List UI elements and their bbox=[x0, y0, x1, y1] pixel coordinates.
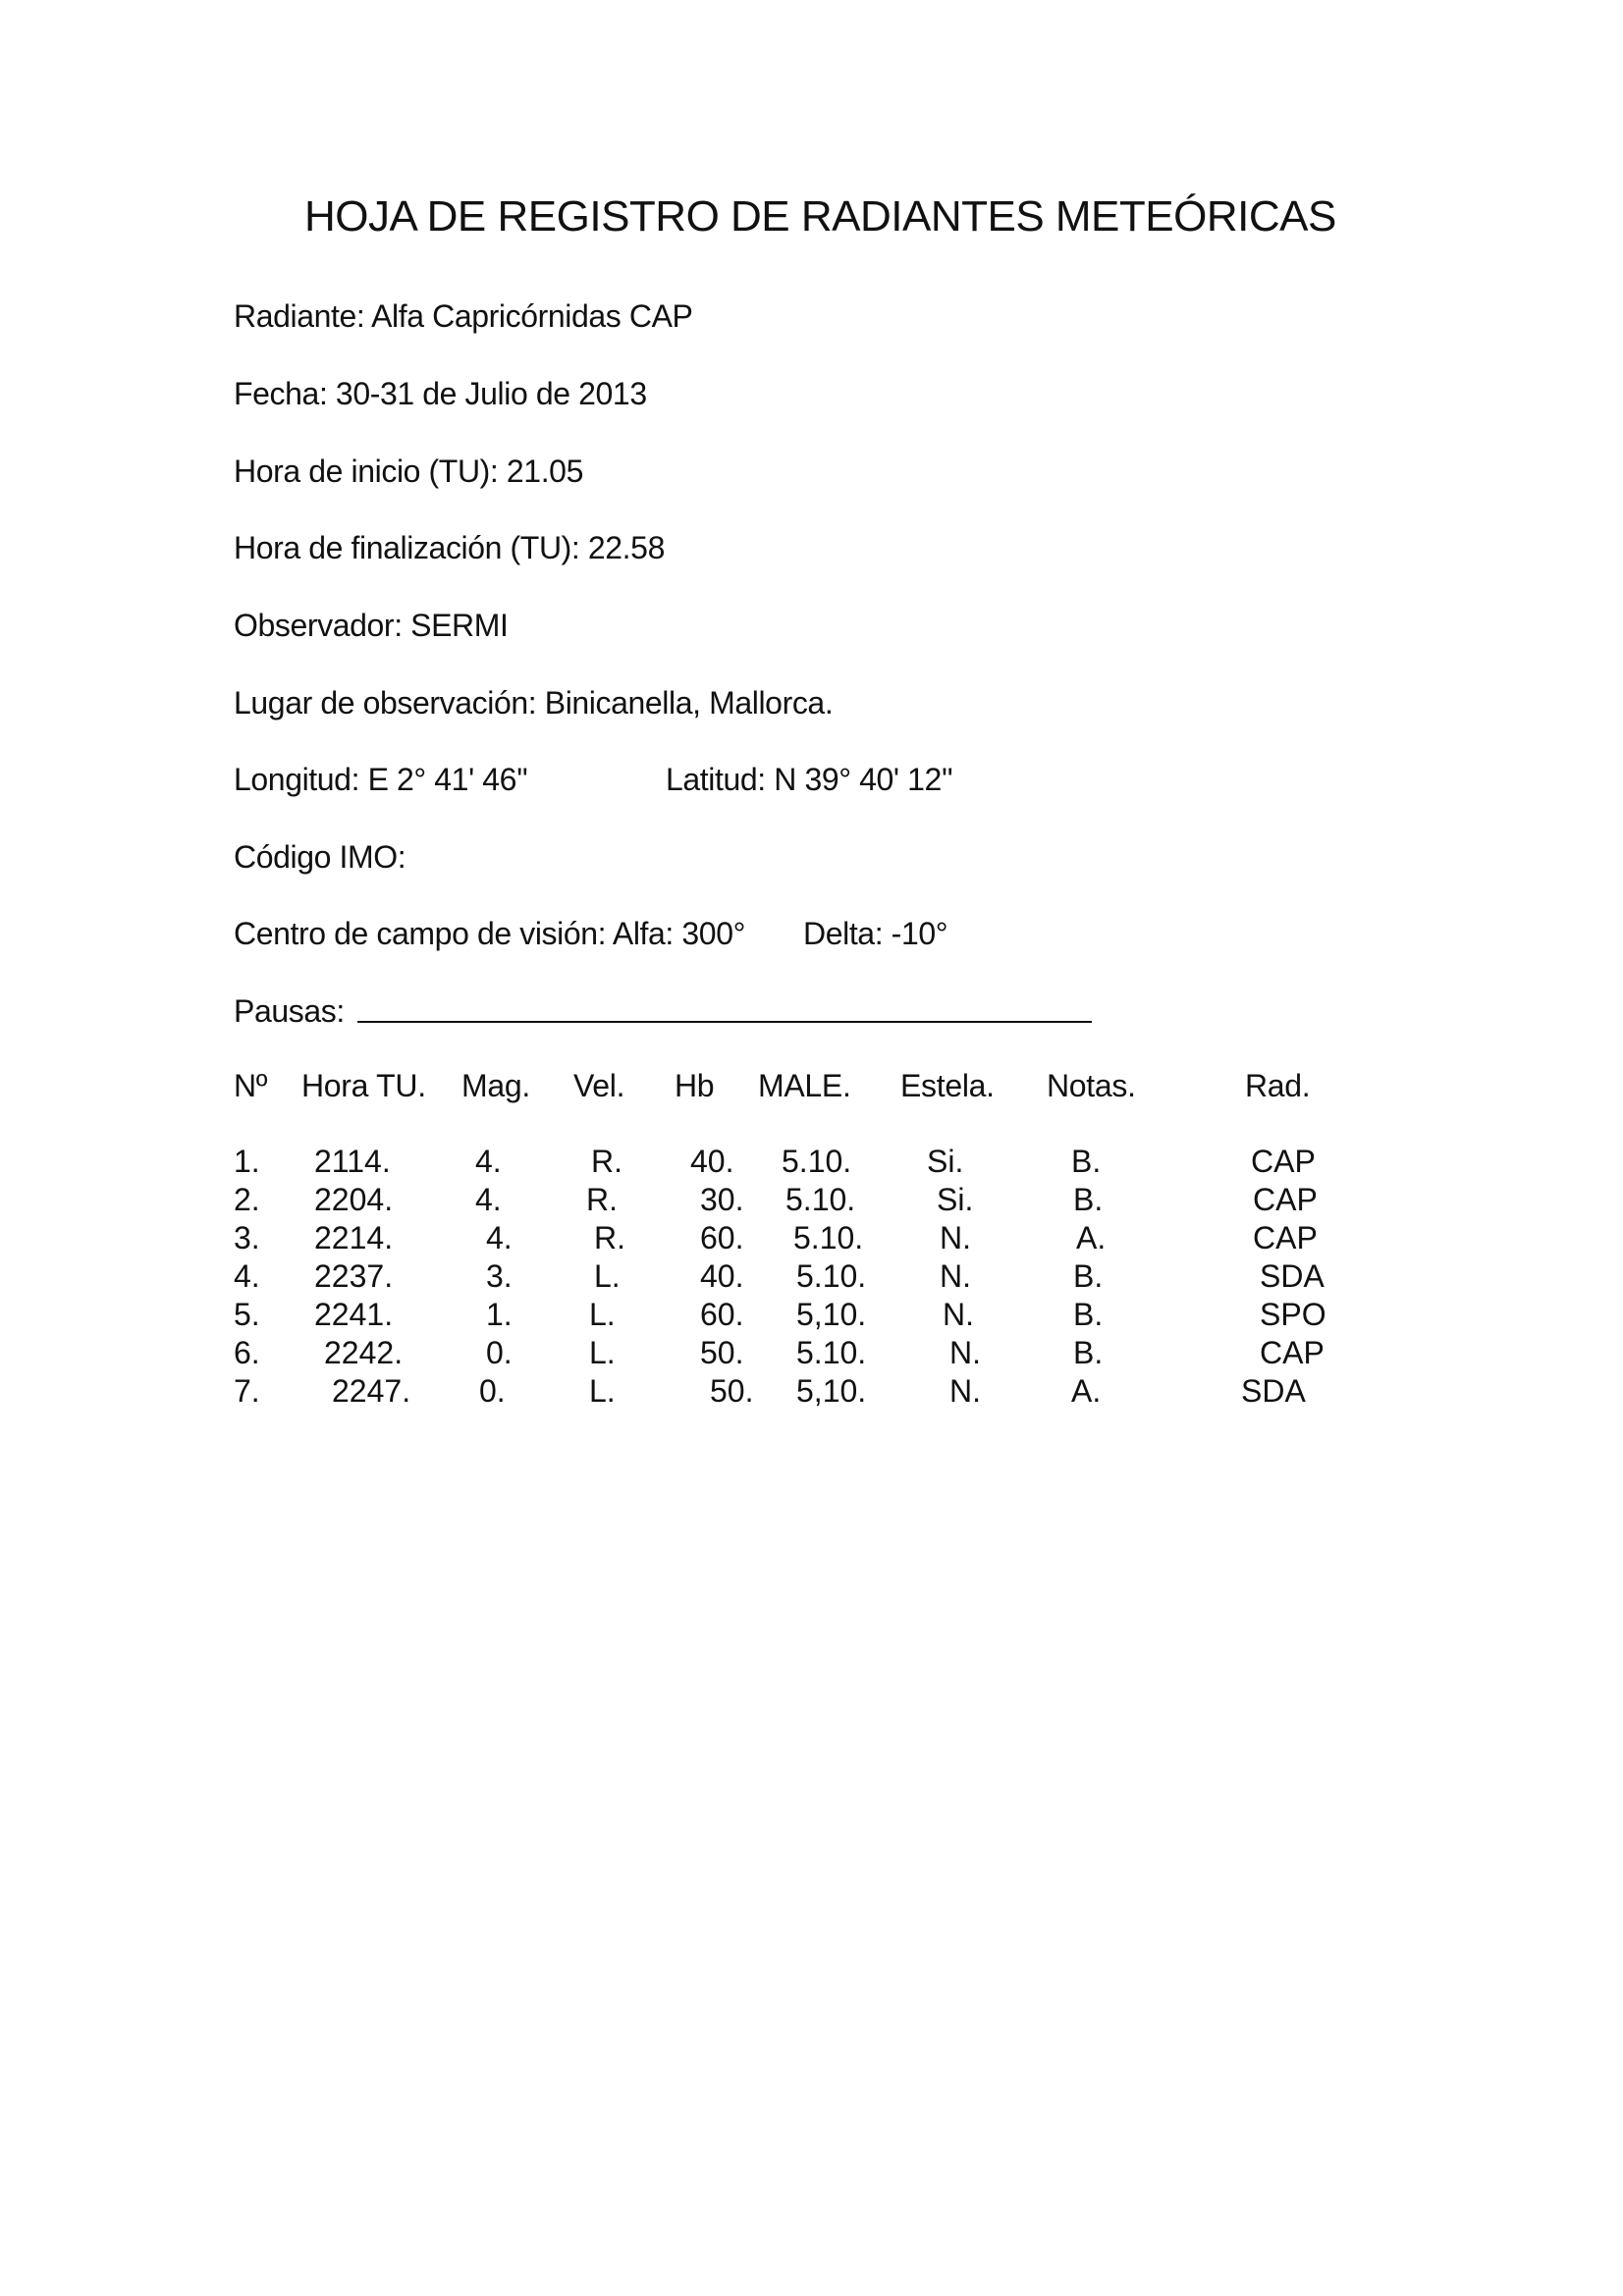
table-cell-male: 5.10. bbox=[796, 1335, 867, 1370]
table-cell-estela: N. bbox=[940, 1258, 971, 1294]
table-cell-velocidad: R. bbox=[594, 1220, 625, 1255]
table-cell-notas: A. bbox=[1071, 1373, 1102, 1409]
table-cell-magnitud: 0. bbox=[486, 1335, 513, 1370]
table-cell-numero: 6. bbox=[234, 1335, 260, 1370]
table-cell-numero: 7. bbox=[234, 1373, 260, 1409]
table-cell-magnitud: 4. bbox=[475, 1144, 502, 1179]
table-cell-notas: B. bbox=[1071, 1144, 1102, 1179]
table-header-numero: Nº bbox=[234, 1068, 268, 1103]
table-cell-numero: 5. bbox=[234, 1297, 260, 1332]
table-cell-velocidad: L. bbox=[589, 1335, 616, 1370]
table-cell-magnitud: 3. bbox=[486, 1258, 513, 1294]
table-cell-notas: B. bbox=[1073, 1182, 1104, 1217]
table-cell-hora: 2204. bbox=[314, 1182, 394, 1217]
table-cell-hb: 30. bbox=[700, 1182, 744, 1217]
table-header-radiante: Rad. bbox=[1245, 1068, 1311, 1103]
table-cell-velocidad: R. bbox=[591, 1144, 622, 1179]
table-cell-velocidad: L. bbox=[594, 1258, 621, 1294]
table-cell-hora: 2241. bbox=[314, 1297, 394, 1332]
table-cell-notas: B. bbox=[1073, 1297, 1104, 1332]
table-cell-notas: A. bbox=[1076, 1220, 1107, 1255]
field-delta: Delta: -10° bbox=[803, 916, 948, 951]
table-cell-notas: B. bbox=[1073, 1258, 1104, 1294]
field-fecha: Fecha: 30-31 de Julio de 2013 bbox=[234, 376, 647, 411]
table-cell-magnitud: 0. bbox=[479, 1373, 506, 1409]
table-header-magnitud: Mag. bbox=[461, 1068, 530, 1103]
table-cell-hora: 2242. bbox=[324, 1335, 404, 1370]
table-cell-male: 5.10. bbox=[782, 1144, 852, 1179]
table-cell-hora: 2247. bbox=[332, 1373, 411, 1409]
table-cell-hb: 60. bbox=[700, 1297, 744, 1332]
table-cell-hb: 50. bbox=[700, 1335, 744, 1370]
field-hora-fin: Hora de finalización (TU): 22.58 bbox=[234, 530, 665, 565]
table-cell-radiante: SPO bbox=[1260, 1297, 1326, 1332]
table-header-hb: Hb bbox=[675, 1068, 715, 1103]
field-pausas: Pausas: bbox=[234, 993, 345, 1029]
table-cell-male: 5.10. bbox=[796, 1258, 867, 1294]
table-cell-male: 5,10. bbox=[796, 1373, 867, 1409]
table-cell-estela: N. bbox=[943, 1297, 974, 1332]
table-header-velocidad: Vel. bbox=[573, 1068, 625, 1103]
table-cell-magnitud: 1. bbox=[486, 1297, 513, 1332]
field-lugar: Lugar de observación: Binicanella, Mallorca. bbox=[234, 685, 834, 721]
table-cell-velocidad: L. bbox=[589, 1373, 616, 1409]
field-hora-inicio: Hora de inicio (TU): 21.05 bbox=[234, 454, 583, 489]
table-cell-hb: 50. bbox=[710, 1373, 754, 1409]
field-centro-campo: Centro de campo de visión: Alfa: 300° bbox=[234, 916, 745, 951]
table-cell-estela: Si. bbox=[937, 1182, 974, 1217]
table-cell-numero: 2. bbox=[234, 1182, 260, 1217]
table-cell-estela: N. bbox=[949, 1373, 981, 1409]
table-cell-hora: 2237. bbox=[314, 1258, 394, 1294]
table-cell-magnitud: 4. bbox=[475, 1182, 502, 1217]
table-cell-estela: N. bbox=[949, 1335, 981, 1370]
table-cell-male: 5.10. bbox=[785, 1182, 856, 1217]
pausas-blank-line bbox=[357, 1021, 1092, 1023]
table-cell-hb: 60. bbox=[700, 1220, 744, 1255]
table-cell-numero: 3. bbox=[234, 1220, 260, 1255]
table-cell-numero: 1. bbox=[234, 1144, 260, 1179]
table-cell-magnitud: 4. bbox=[486, 1220, 513, 1255]
table-cell-hb: 40. bbox=[690, 1144, 734, 1179]
table-cell-notas: B. bbox=[1073, 1335, 1104, 1370]
field-codigo-imo: Código IMO: bbox=[234, 839, 406, 875]
table-cell-estela: Si. bbox=[927, 1144, 964, 1179]
table-cell-radiante: CAP bbox=[1253, 1182, 1318, 1217]
table-cell-hora: 2114. bbox=[314, 1144, 391, 1179]
table-cell-estela: N. bbox=[940, 1220, 971, 1255]
table-cell-male: 5.10. bbox=[793, 1220, 864, 1255]
table-cell-velocidad: L. bbox=[589, 1297, 616, 1332]
field-observador: Observador: SERMI bbox=[234, 608, 509, 643]
table-header-hora: Hora TU. bbox=[301, 1068, 426, 1103]
table-cell-radiante: CAP bbox=[1251, 1144, 1316, 1179]
field-latitud: Latitud: N 39° 40' 12'' bbox=[666, 762, 953, 797]
table-cell-radiante: SDA bbox=[1260, 1258, 1325, 1294]
table-cell-radiante: SDA bbox=[1241, 1373, 1306, 1409]
table-cell-radiante: CAP bbox=[1253, 1220, 1318, 1255]
table-cell-male: 5,10. bbox=[796, 1297, 867, 1332]
field-radiante: Radiante: Alfa Capricórnidas CAP bbox=[234, 298, 693, 334]
table-header-notas: Notas. bbox=[1047, 1068, 1136, 1103]
table-cell-hora: 2214. bbox=[314, 1220, 394, 1255]
table-cell-hb: 40. bbox=[700, 1258, 744, 1294]
table-header-estela: Estela. bbox=[900, 1068, 995, 1103]
table-cell-radiante: CAP bbox=[1260, 1335, 1325, 1370]
table-cell-numero: 4. bbox=[234, 1258, 260, 1294]
document-title: HOJA DE REGISTRO DE RADIANTES METEÓRICAS bbox=[304, 192, 1336, 240]
table-cell-velocidad: R. bbox=[586, 1182, 618, 1217]
field-longitud: Longitud: E 2° 41' 46'' bbox=[234, 762, 528, 797]
table-header-male: MALE. bbox=[758, 1068, 851, 1103]
